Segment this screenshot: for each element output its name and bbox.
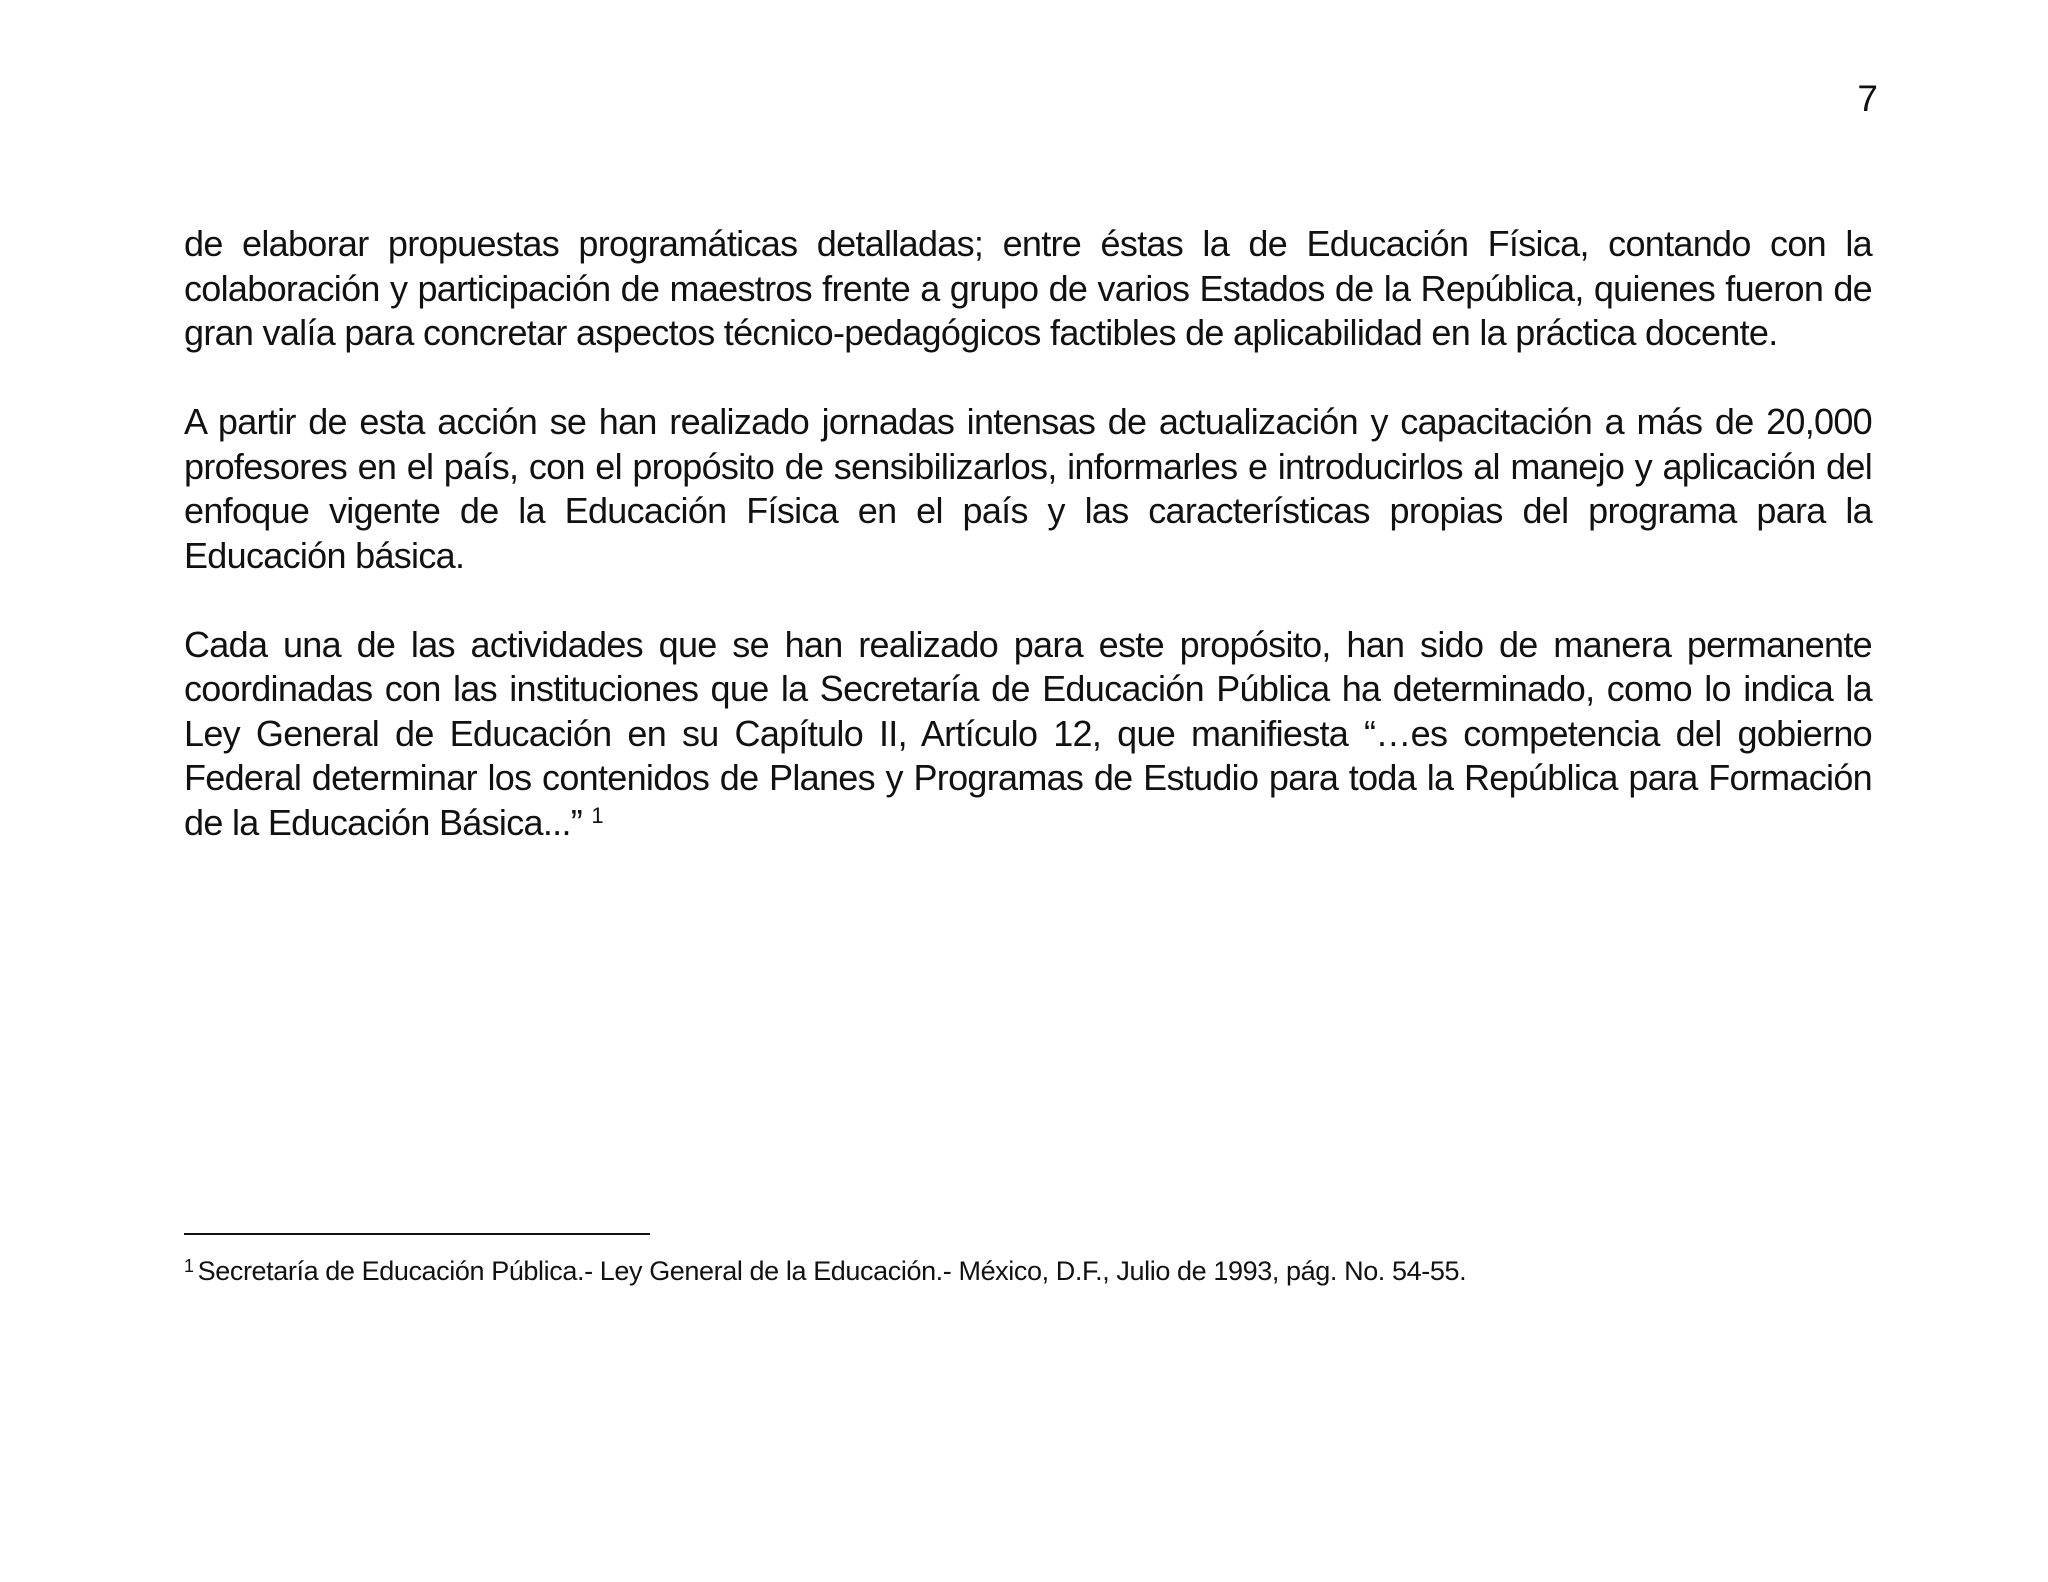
page-number: 7 <box>1857 78 1878 119</box>
paragraph-3 <box>184 623 1872 846</box>
footnote-number: 1 <box>184 1256 194 1276</box>
footnote-reference[interactable]: 1 <box>591 802 604 828</box>
paragraph-2: A partir de esta acción se han realizado jornadas intensas de actualización y capacitación a más de 20,000 profesores en el país, con el propósito de sensibilizarlos, informarles e introducirlos al manejo y aplicación del enfoque vigente de la Educación Física en el país y las características propias del programa para la Educación básica. <box>184 401 1872 576</box>
footnote <box>184 1254 1872 1288</box>
footnote-text: Secretaría de Educación Pública.- Ley General de la Educación.- México, D.F., Julio de 1993, pág. No. 54-55. <box>197 1256 1467 1286</box>
paragraph-1: de elaborar propuestas programáticas detalladas; entre éstas la de Educación Física, contando con la colaboración y participación de maestros frente a grupo de varios Estados de la República, quienes fueron de gran valía para concretar aspectos técnico-pedagógicos factibles de aplicabilidad en la práctica docente. <box>184 223 1872 353</box>
body-text <box>184 222 1872 845</box>
footnote-divider <box>184 1233 650 1235</box>
paragraph-3-text: Cada una de las actividades que se han realizado para este propósito, han sido de manera permanente coordinadas con las instituciones que la Secretaría de Educación Pública ha determinado, como lo indica la Ley General de Educación en su Capítulo II, Artículo 12, que manifiesta “…es competencia del gobierno Federal determinar los contenidos de Planes y Programas de Estudio para toda la República para Formación de la Educación Básica...” <box>184 623 1872 843</box>
